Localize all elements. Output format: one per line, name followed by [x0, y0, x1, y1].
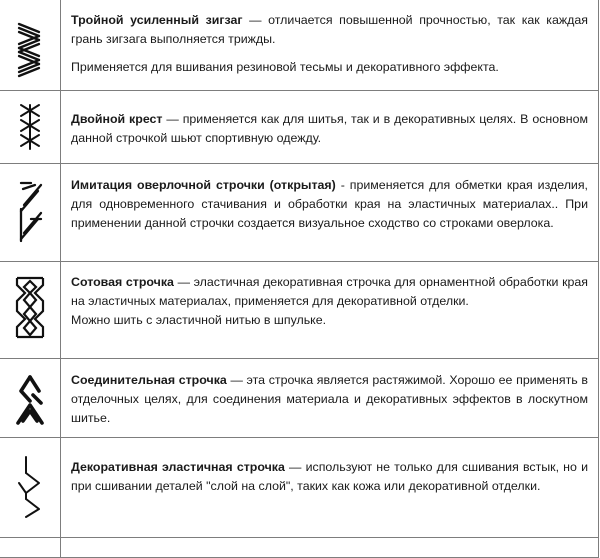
table-row — [0, 437, 599, 537]
icon-cell — [0, 537, 61, 557]
overlock-imitation-stitch-icon — [0, 174, 60, 250]
table-row — [0, 0, 599, 90]
honeycomb-stitch-icon — [0, 270, 60, 346]
stitch-description: — эластичная декоративная строчка для орнаментной обработки края на эластичных материалах, применяется для декоративной отделки. — [71, 274, 588, 308]
triple-zigzag-stitch-icon — [0, 14, 60, 84]
description-cell — [61, 90, 599, 163]
description-cell — [61, 537, 599, 557]
double-cross-stitch-icon — [0, 99, 60, 155]
icon-cell — [0, 0, 61, 90]
stitch-description: — эта строчка является растяжимой. Хорошо ее применять в отделочных целях, для соединения материала и декоративных эффектов в лоскутном шитье. — [71, 372, 588, 425]
connecting-stitch-icon — [0, 371, 60, 429]
stitch-term: Тройной усиленный зигзаг — [71, 13, 243, 27]
stitch-term: Декоративная эластичная строчка — [71, 459, 285, 474]
table-row — [0, 537, 599, 557]
stitch-description: - применяется для обметки края изделия, для одновременного стачивания и обработки края на эластичных материалах.. При применении данной строчки создается визуальное сходство со строками оверлока. — [71, 177, 588, 230]
table-row — [0, 358, 599, 437]
stitch-description: — применяется как для шитья, так и в декоративных целях. В основном данной строчкой шьют спортивную одежду. — [71, 111, 588, 145]
description-cell — [61, 163, 599, 261]
table-row — [0, 261, 599, 358]
stitch-description: — отличается повышенной прочностью, так как каждая грань зигзага выполняется трижды. — [71, 13, 589, 46]
icon-cell — [0, 163, 61, 261]
table-row — [0, 90, 599, 163]
stitch-note: Можно шить с эластичной нитью в шпульке. — [71, 312, 327, 327]
icon-cell — [0, 437, 61, 537]
icon-cell — [0, 90, 61, 163]
description-cell — [61, 437, 599, 537]
stitch-term: Имитация оверлочной строчки (открытая) — [71, 177, 336, 192]
stitch-term: Сотовая строчка — [71, 274, 174, 289]
stitch-note: Применяется для вшивания резиновой тесьмы и декоративного эффекта. — [71, 60, 499, 74]
description-cell — [61, 0, 599, 90]
description-cell — [61, 261, 599, 358]
decorative-elastic-stitch-icon — [0, 448, 60, 528]
stitch-term: Соединительная строчка — [71, 372, 227, 387]
stitch-term: Двойной крест — [71, 111, 163, 126]
table-row — [0, 163, 599, 261]
stitch-description: — используют не только для сшивания встык, но и при сшивании деталей "слой на слой", таких как кожа или декоративной отделки. — [71, 459, 588, 493]
icon-cell — [0, 358, 61, 437]
icon-cell — [0, 261, 61, 358]
description-cell — [61, 358, 599, 437]
